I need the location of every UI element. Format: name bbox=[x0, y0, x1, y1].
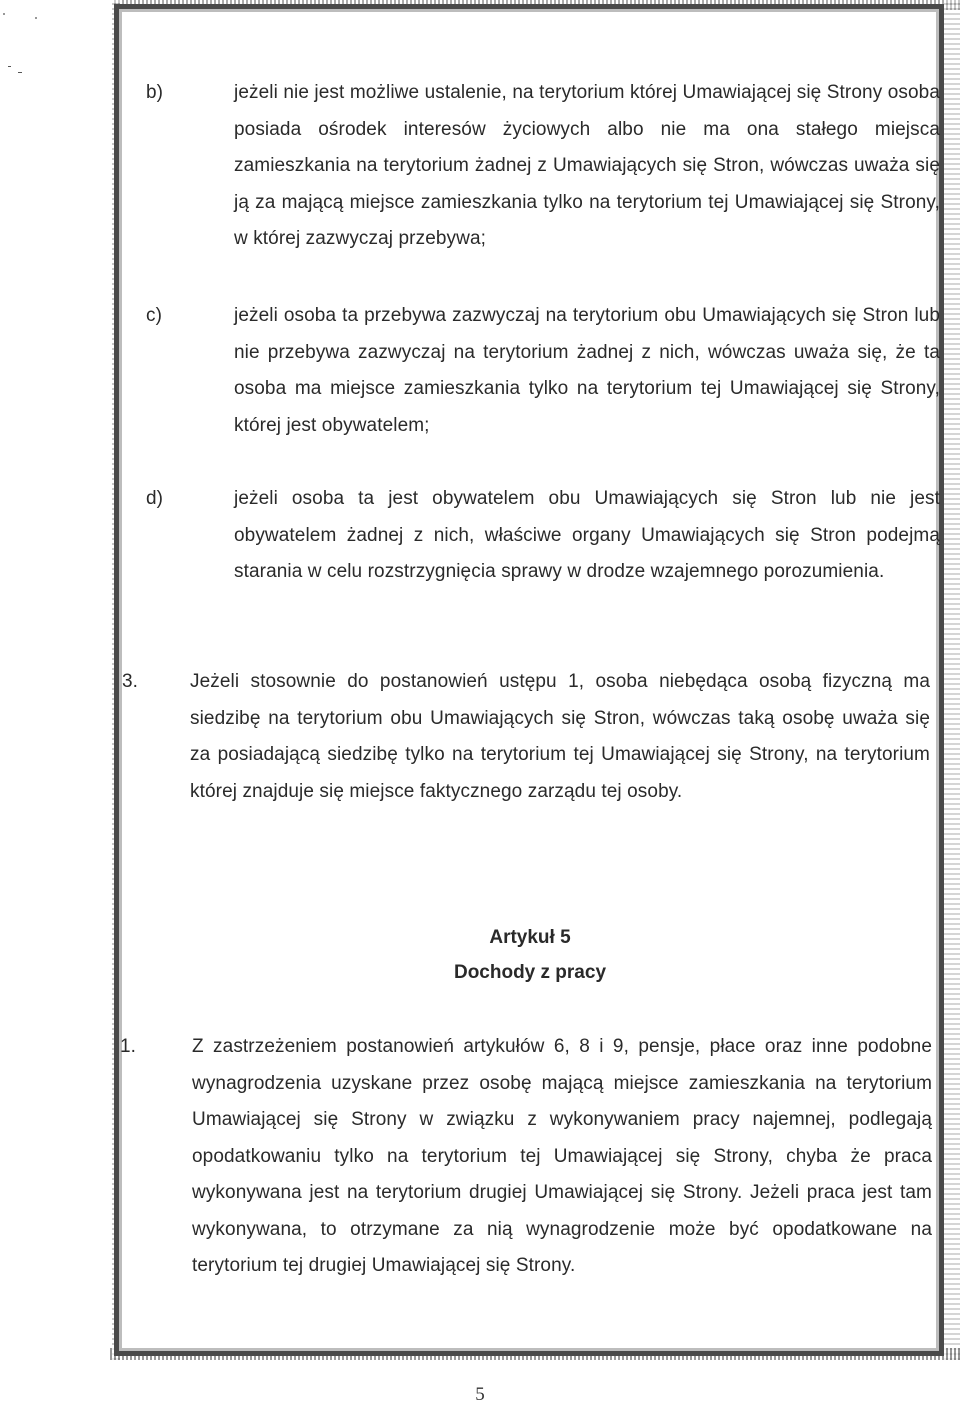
scan-border-right bbox=[944, 0, 960, 1360]
paragraph-1-marker: 1. bbox=[120, 1036, 137, 1057]
paragraph-d-text: jeżeli osoba ta jest obywatelem obu Umawiających się Stron lub nie jest obywatelem żadnej z nich, właściwe organy Umawiających się Stron podejmą starania w celu rozstrzygnięcia sprawy w drodze wzajemnego porozumienia. bbox=[234, 488, 940, 582]
paragraph-1 bbox=[120, 1029, 932, 1285]
paragraph-c-marker: c) bbox=[146, 305, 163, 326]
paragraph-3-text: Jeżeli stosownie do postanowień ustępu 1, osoba niebędąca osobą fizyczną ma siedzibę na terytorium obu Umawiających się Stron, wówczas taką osobę uważa się za posiadającą siedzibę tylko na terytorium tej Umawiającej się Strony, na terytorium której znajduje się miejsce faktycznego zarządu tej osoby. bbox=[190, 671, 930, 802]
paragraph-1-text: Z zastrzeżeniem postanowień artykułów 6, 8 i 9, pensje, płace oraz inne podobne wynagrodzenia uzyskane przez osobę mającą miejsce zamieszkania na terytorium Umawiającej się Strony w związku z wykonywaniem pracy najemnej, podlegają opodatkowaniu tylko na terytorium tej Umawiającej się Strony, chyba że praca wykonywana jest na terytorium drugiej Umawiającej się Strony. Jeżeli praca jest tam wykonywana, to otrzymane za nią wynagrodzenie może być opodatkowane na terytorium tej drugiej Umawiającej się Strony. bbox=[192, 1036, 932, 1276]
paragraph-d bbox=[146, 481, 940, 591]
paragraph-b-marker: b) bbox=[146, 82, 164, 103]
article-number: Artykuł 5 bbox=[489, 927, 571, 948]
paragraph-c bbox=[146, 298, 940, 444]
article-title: Dochody z pracy bbox=[453, 962, 607, 983]
page-number: 5 bbox=[475, 1384, 485, 1405]
scan-specks bbox=[0, 0, 60, 80]
paragraph-b bbox=[146, 75, 940, 258]
paragraph-d-marker: d) bbox=[146, 488, 164, 509]
paragraph-3-marker: 3. bbox=[122, 671, 139, 692]
paragraph-b-text: jeżeli nie jest możliwe ustalenie, na terytorium której Umawiającej się Strony osoba posiada ośrodek interesów życiowych albo nie ma ona stałego miejsca zamieszkania na terytorium żadnej z Umawiających się Stron, wówczas uważa się ją za mającą miejsce zamieszkania tylko na terytorium tej Umawiającej się Strony, w której zazwyczaj przebywa; bbox=[234, 82, 940, 249]
paragraph-3 bbox=[122, 664, 930, 810]
paragraph-c-text: jeżeli osoba ta przebywa zazwyczaj na terytorium obu Umawiających się Stron lub nie przebywa zazwyczaj na terytorium żadnej z nich, wówczas uważa się, że ta osoba ma miejsce zamieszkania tylko na terytorium tej Umawiającej się Strony, której jest obywatelem; bbox=[234, 305, 940, 436]
